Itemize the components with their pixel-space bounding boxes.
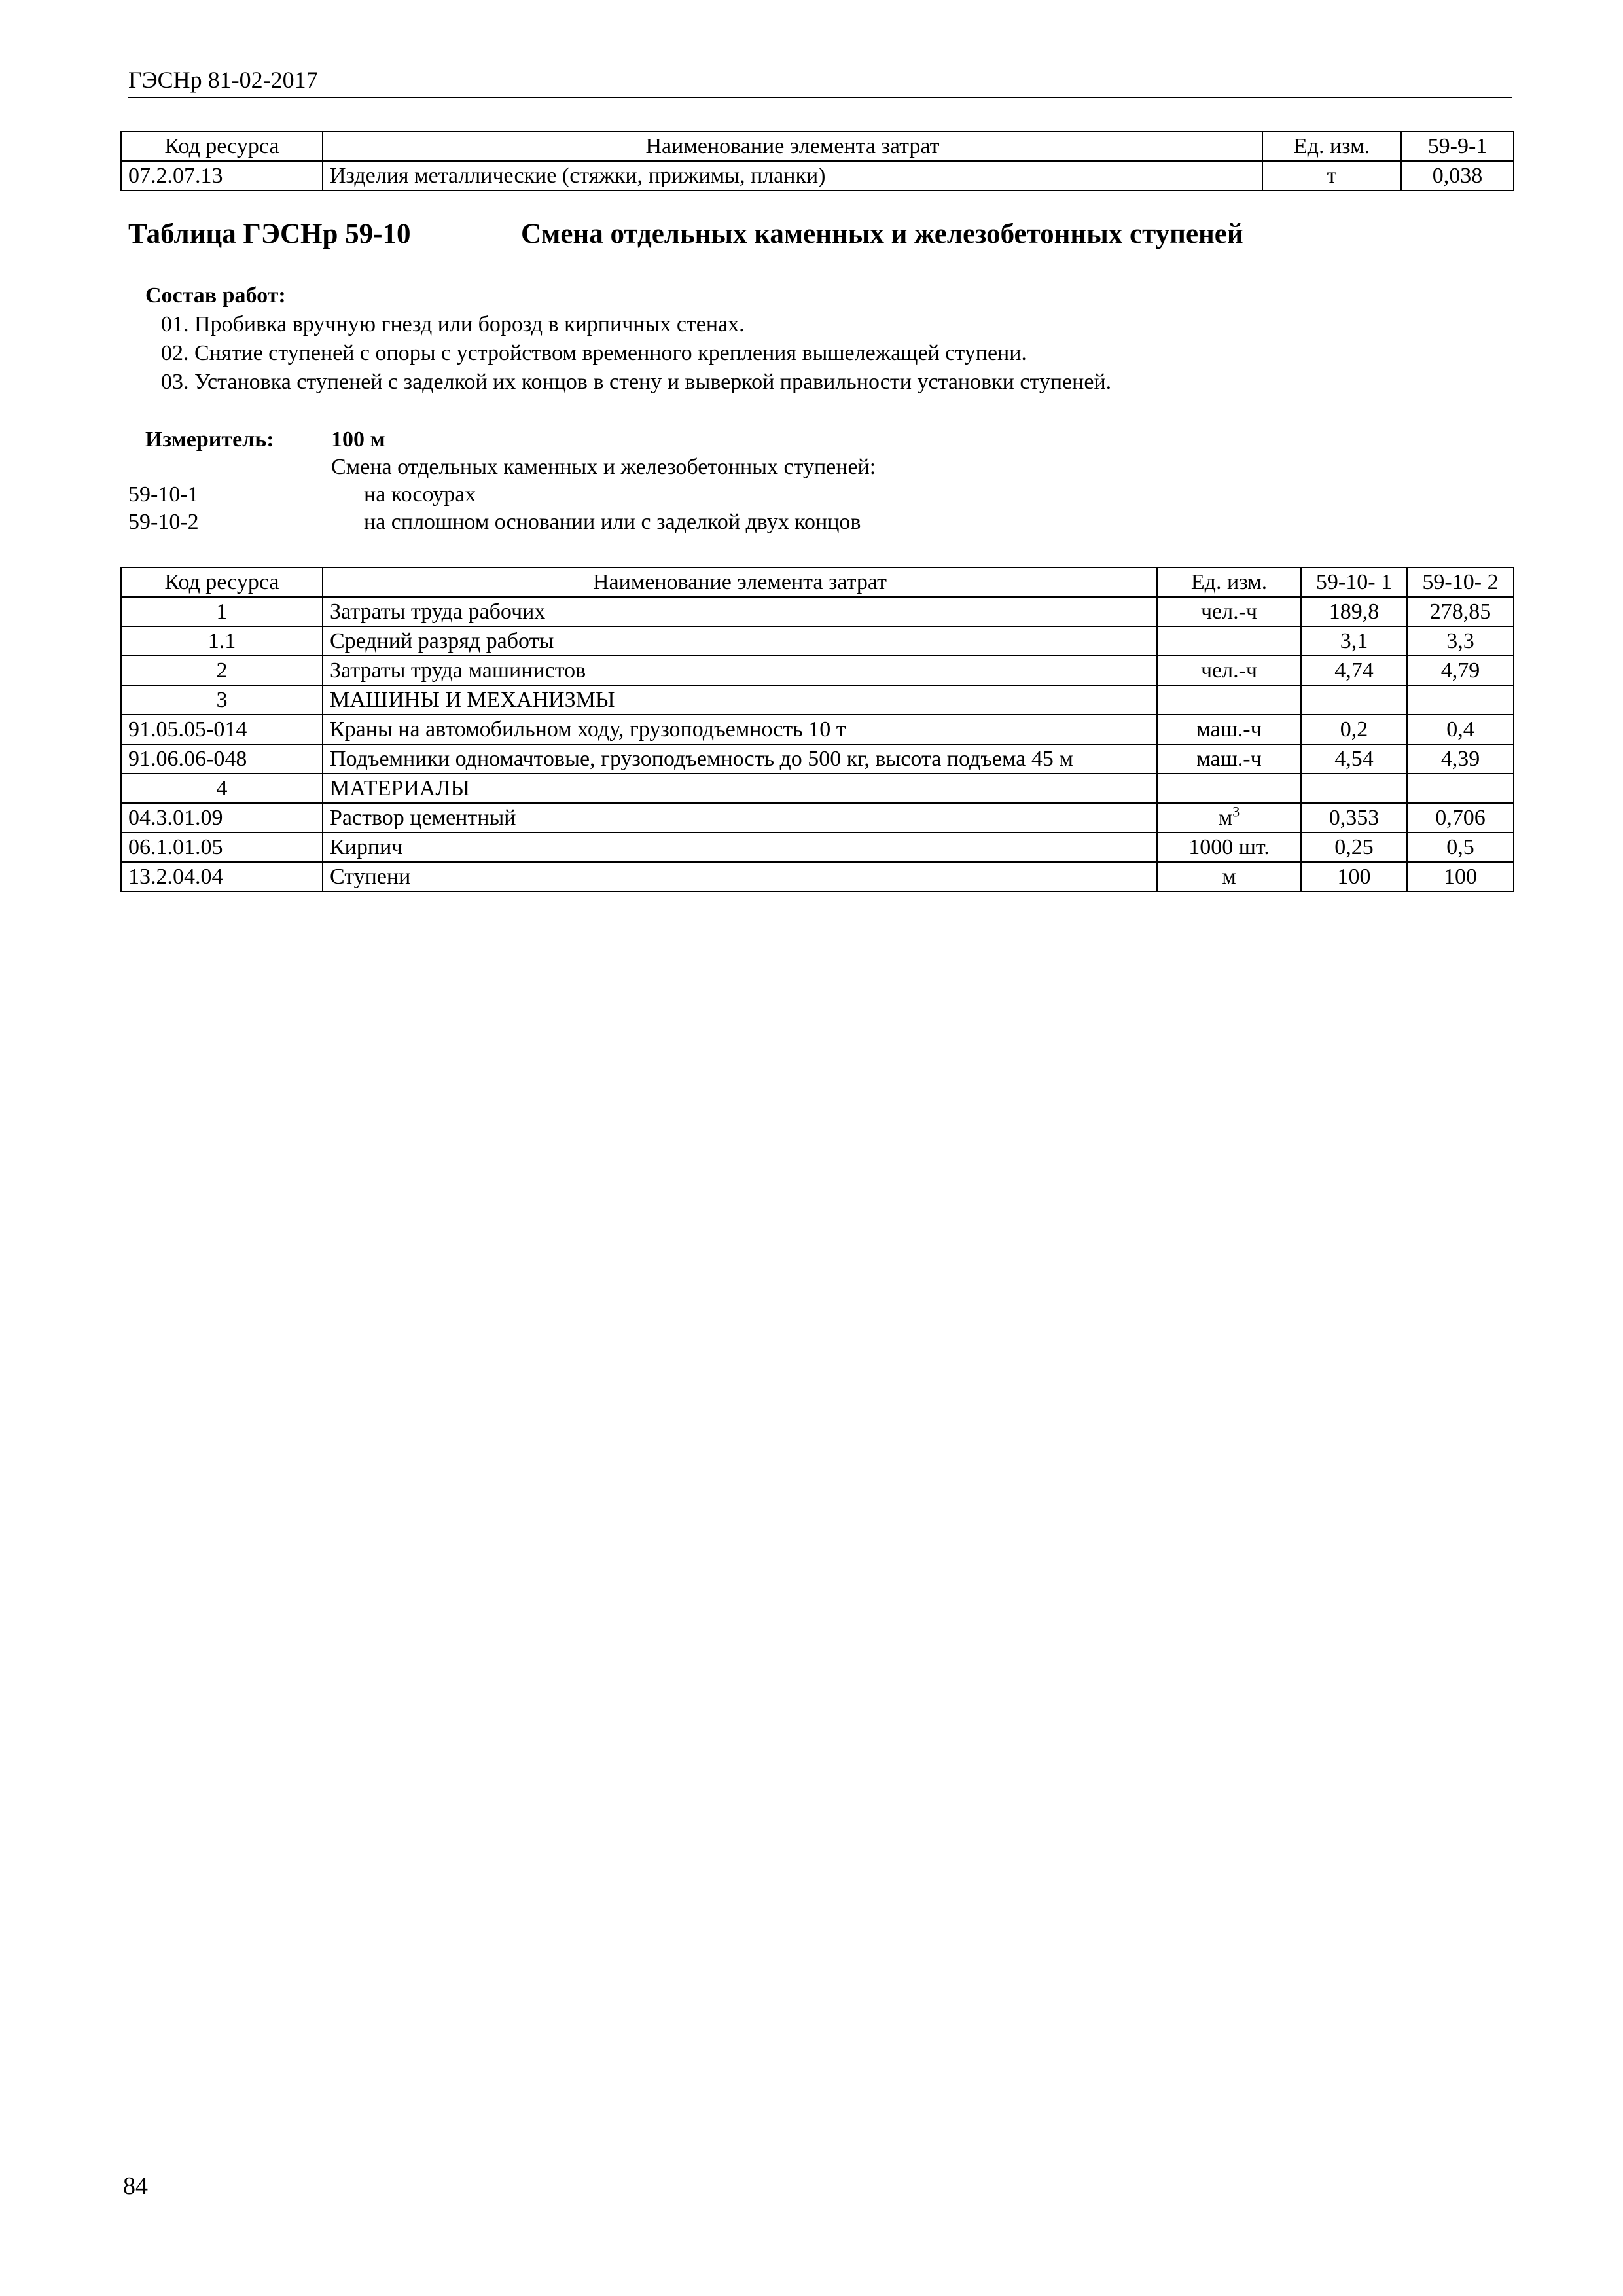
page-header <box>128 65 1512 98</box>
header-norm: 59-9-1 <box>1401 132 1514 161</box>
cell-name: Затраты труда машинистов <box>323 656 1157 685</box>
section-title: МАШИНЫ И МЕХАНИЗМЫ <box>323 685 1157 715</box>
cell-code: 1 <box>121 597 323 626</box>
cell-name: Ступени <box>323 862 1157 891</box>
cell-value: 0,706 <box>1407 803 1514 833</box>
cell-value: 3,3 <box>1407 626 1514 656</box>
cell-value: 0,353 <box>1301 803 1407 833</box>
cell-value: 4,79 <box>1407 656 1514 685</box>
table-title <box>128 216 1512 253</box>
table-name: Смена отдельных каменных и железобетонных ступеней <box>521 219 1243 249</box>
meter-label: Измеритель: <box>145 427 274 452</box>
work-label: Состав работ: <box>145 283 286 308</box>
document-code: ГЭСНр 81-02-2017 <box>128 67 318 93</box>
cell-code: 4 <box>121 774 323 803</box>
header-unit: Ед. изм. <box>1262 132 1401 161</box>
cell-unit: 1000 шт. <box>1157 833 1301 862</box>
header-col-59-10-1: 59-10- 1 <box>1301 567 1407 597</box>
cell-code: 07.2.07.13 <box>121 161 323 190</box>
cell-value: 189,8 <box>1301 597 1407 626</box>
cell-code: 1.1 <box>121 626 323 656</box>
cell-unit: чел.-ч <box>1157 597 1301 626</box>
table-row <box>121 656 1514 685</box>
cell-value: 100 <box>1407 862 1514 891</box>
cell-name: Затраты труда рабочих <box>323 597 1157 626</box>
table-row <box>121 715 1514 744</box>
cell-value: 0,5 <box>1407 833 1514 862</box>
header-unit: Ед. изм. <box>1157 567 1301 597</box>
variant-code: 59-10-1 <box>128 482 199 507</box>
cell-value: 278,85 <box>1407 597 1514 626</box>
unit-base: м <box>1218 806 1233 830</box>
section-row <box>121 774 1514 803</box>
work-composition <box>145 281 1111 397</box>
cell-name: Изделия металлические (стяжки, прижимы, планки) <box>323 161 1262 190</box>
table-header-row <box>121 132 1514 161</box>
table-row <box>121 862 1514 891</box>
cell-name: Раствор цементный <box>323 803 1157 833</box>
work-item: 03. Установка ступеней с заделкой их концов в стену и выверкой правильности установки ступеней. <box>161 370 1112 394</box>
section-title: МАТЕРИАЛЫ <box>323 774 1157 803</box>
meter-value: 100 м <box>331 427 385 452</box>
table-row <box>121 803 1514 833</box>
cell-value: 0,2 <box>1301 715 1407 744</box>
table-row <box>121 744 1514 774</box>
variant-text: на сплошном основании или с заделкой двух концов <box>364 510 861 534</box>
cell-value: 0,25 <box>1301 833 1407 862</box>
previous-table <box>120 131 1514 191</box>
cell-code: 06.1.01.05 <box>121 833 323 862</box>
work-item: 02. Снятие ступеней с опоры с устройством временного крепления вышележащей ступени. <box>161 341 1027 365</box>
cell-unit: м <box>1157 862 1301 891</box>
cell-code: 91.05.05-014 <box>121 715 323 744</box>
cell-value: 4,54 <box>1301 744 1407 774</box>
cell-code: 04.3.01.09 <box>121 803 323 833</box>
cell-value: 4,74 <box>1301 656 1407 685</box>
header-col-59-10-2: 59-10- 2 <box>1407 567 1514 597</box>
cell-value: 0,4 <box>1407 715 1514 744</box>
cell-value: 3,1 <box>1301 626 1407 656</box>
cell-name: Краны на автомобильном ходу, грузоподъемность 10 т <box>323 715 1157 744</box>
cell-unit: чел.-ч <box>1157 656 1301 685</box>
section-row <box>121 685 1514 715</box>
header-code: Код ресурса <box>121 567 323 597</box>
cell-name: Средний разряд работы <box>323 626 1157 656</box>
table-header-row <box>121 567 1514 597</box>
cell-unit: т <box>1262 161 1401 190</box>
cell-code: 3 <box>121 685 323 715</box>
table-row <box>121 161 1514 190</box>
cell-code: 13.2.04.04 <box>121 862 323 891</box>
header-name: Наименование элемента затрат <box>323 567 1157 597</box>
variant-code: 59-10-2 <box>128 510 199 534</box>
meter-description: Смена отдельных каменных и железобетонных ступеней: <box>331 455 876 479</box>
table-row <box>121 626 1514 656</box>
cell-unit <box>1157 803 1301 833</box>
cell-code: 91.06.06-048 <box>121 744 323 774</box>
cell-code: 2 <box>121 656 323 685</box>
variant-text: на косоурах <box>364 482 476 507</box>
cell-unit: маш.-ч <box>1157 744 1301 774</box>
table-row <box>121 597 1514 626</box>
cell-unit <box>1157 626 1301 656</box>
cell-value: 4,39 <box>1407 744 1514 774</box>
unit-superscript: 3 <box>1232 803 1240 820</box>
header-name: Наименование элемента затрат <box>323 132 1262 161</box>
cell-unit: маш.-ч <box>1157 715 1301 744</box>
cell-name: Кирпич <box>323 833 1157 862</box>
page-number: 84 <box>123 2172 148 2200</box>
header-code: Код ресурса <box>121 132 323 161</box>
work-item: 01. Пробивка вручную гнезд или борозд в кирпичных стенах. <box>161 312 745 336</box>
cell-value: 100 <box>1301 862 1407 891</box>
cell-value: 0,038 <box>1401 161 1514 190</box>
cell-name: Подъемники одномачтовые, грузоподъемность до 500 кг, высота подъема 45 м <box>323 744 1157 774</box>
table-number: Таблица ГЭСНр 59-10 <box>128 219 411 249</box>
table-row <box>121 833 1514 862</box>
resource-table <box>120 567 1514 892</box>
